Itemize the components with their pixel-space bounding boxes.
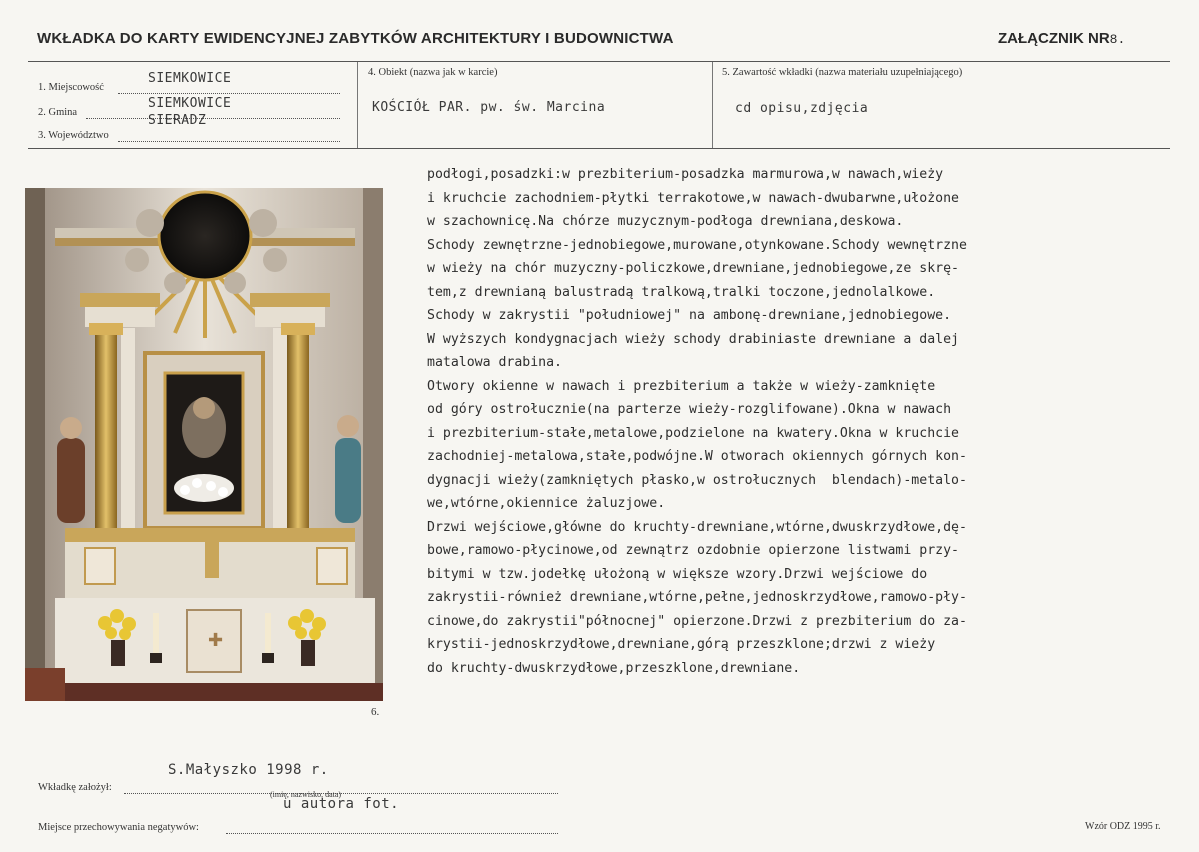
miejscowosc-value: SIEMKOWICE bbox=[148, 71, 232, 86]
zawartosc-label: 5. Zawartość wkładki (nazwa materiału uzupełniającego) bbox=[722, 67, 963, 78]
column-divider-1 bbox=[357, 62, 358, 148]
author-sublabel: (imię, nazwisko, data) bbox=[270, 790, 342, 799]
text-line: zakrystii-również drewniane,wtórne,pełne,jednoskrzydłowe,ramowo-pły- bbox=[427, 590, 967, 605]
description-text bbox=[427, 163, 967, 680]
altar-photo bbox=[25, 188, 383, 701]
text-line: Schody w zakrystii "południowej" na ambonę-drewniane,jednobiegowe. bbox=[427, 308, 952, 323]
zawartosc-value: cd opisu,zdjęcia bbox=[735, 101, 869, 116]
text-line: cinowe,do zakrystii"północnej" opierzone.Drzwi z prezbiterium do za- bbox=[427, 613, 967, 629]
text-line: i kruchcie zachodniem-płytki terrakotowe,w nawach-dwubarwne,ułożone bbox=[427, 190, 959, 206]
header-top-rule bbox=[28, 61, 1170, 62]
miejscowosc-label: 1. Miejscowość bbox=[38, 82, 104, 93]
text-line: w wieży na chór muzyczny-policzkowe,drewniane,jednobiegowe,ze skrę- bbox=[427, 261, 959, 276]
text-line: Otwory okienne w nawach i prezbiterium a także w wieży-zamknięte bbox=[427, 378, 936, 394]
text-line: we,wtórne,okiennice żaluzjowe. bbox=[427, 496, 666, 511]
annex-label: ZAŁĄCZNIK NR8. bbox=[998, 30, 1126, 47]
negatives-value: u autora fot. bbox=[283, 796, 400, 812]
text-line: do kruchty-dwuskrzydłowe,przeszklone,drewniane. bbox=[427, 660, 801, 676]
text-line: Drzwi wejściowe,główne do kruchty-drewniane,wtórne,dwuskrzydłowe,dę- bbox=[427, 519, 967, 535]
text-line: dygnacji wieży(zamkniętych płasko,w ostrołucznych blendach)-metalo- bbox=[427, 472, 967, 488]
gmina-label: 2. Gmina bbox=[38, 107, 78, 118]
form-title: WKŁADKA DO KARTY EWIDENCYJNEJ ZABYTKÓW ARCHITEKTURY I BUDOWNICTWA bbox=[37, 30, 674, 47]
wojewodztwo-value: SIERADZ bbox=[148, 113, 207, 128]
text-line: od góry ostrołucznie(na parterze wieży-rozglifowane).Okna w nawach bbox=[427, 402, 952, 417]
wojewodztwo-dots bbox=[118, 141, 340, 142]
annex-number: 8. bbox=[1109, 32, 1126, 47]
text-line: Schody zewnętrzne-jednobiegowe,murowane,otynkowane.Schody wewnętrzne bbox=[427, 237, 967, 253]
negatives-dots bbox=[226, 833, 558, 834]
altar-photo-image bbox=[25, 188, 383, 701]
text-line: zachodniej-metalowa,stałe,podwójne.W otworach okiennych górnych kon- bbox=[427, 449, 967, 464]
text-line: W wyższych kondygnacjach wieży schody drabiniaste drewniane a dalej bbox=[427, 331, 959, 347]
photo-number: 6. bbox=[371, 706, 380, 718]
text-line: w szachownicę.Na chórze muzycznym-podłoga drewniana,deskowa. bbox=[427, 214, 904, 229]
header-bottom-rule bbox=[28, 148, 1170, 149]
svg-text:✚: ✚ bbox=[208, 630, 224, 651]
form-reference: Wzór ODZ 1995 r. bbox=[1085, 821, 1161, 832]
wojewodztwo-label: 3. Województwo bbox=[38, 130, 109, 141]
author-label: Wkładkę założył: bbox=[38, 782, 112, 793]
text-line: matalowa drabina. bbox=[427, 355, 562, 370]
author-value: S.Małyszko 1998 r. bbox=[168, 762, 329, 778]
gmina-dots bbox=[86, 118, 340, 119]
obiekt-label: 4. Obiekt (nazwa jak w karcie) bbox=[368, 67, 498, 78]
negatives-label: Miejsce przechowywania negatywów: bbox=[38, 822, 199, 833]
text-line: bitymi w tzw.jodełkę ułożoną w większe wzory.Drzwi wejściowe do bbox=[427, 566, 928, 582]
column-divider-2 bbox=[712, 62, 713, 148]
miejscowosc-dots bbox=[118, 93, 340, 94]
text-line: i prezbiterium-stałe,metalowe,podzielone na kwatery.Okna w kruchcie bbox=[427, 425, 959, 441]
text-line: krystii-jednoskrzydłowe,drewniane,górą przeszklone;drzwi z wieży bbox=[427, 637, 936, 652]
text-line: tem,z drewnianą balustradą tralkową,tralki toczone,jednolalkowe. bbox=[427, 284, 936, 300]
text-line: bowe,ramowo-płycinowe,od zewnątrz ozdobnie opierzone listwami przy- bbox=[427, 543, 959, 558]
obiekt-value: KOŚCIÓŁ PAR. pw. św. Marcina bbox=[372, 100, 606, 115]
gmina-value: SIEMKOWICE bbox=[148, 96, 232, 111]
text-line: podłogi,posadzki:w prezbiterium-posadzka marmurowa,w nawach,wieży bbox=[427, 167, 944, 182]
